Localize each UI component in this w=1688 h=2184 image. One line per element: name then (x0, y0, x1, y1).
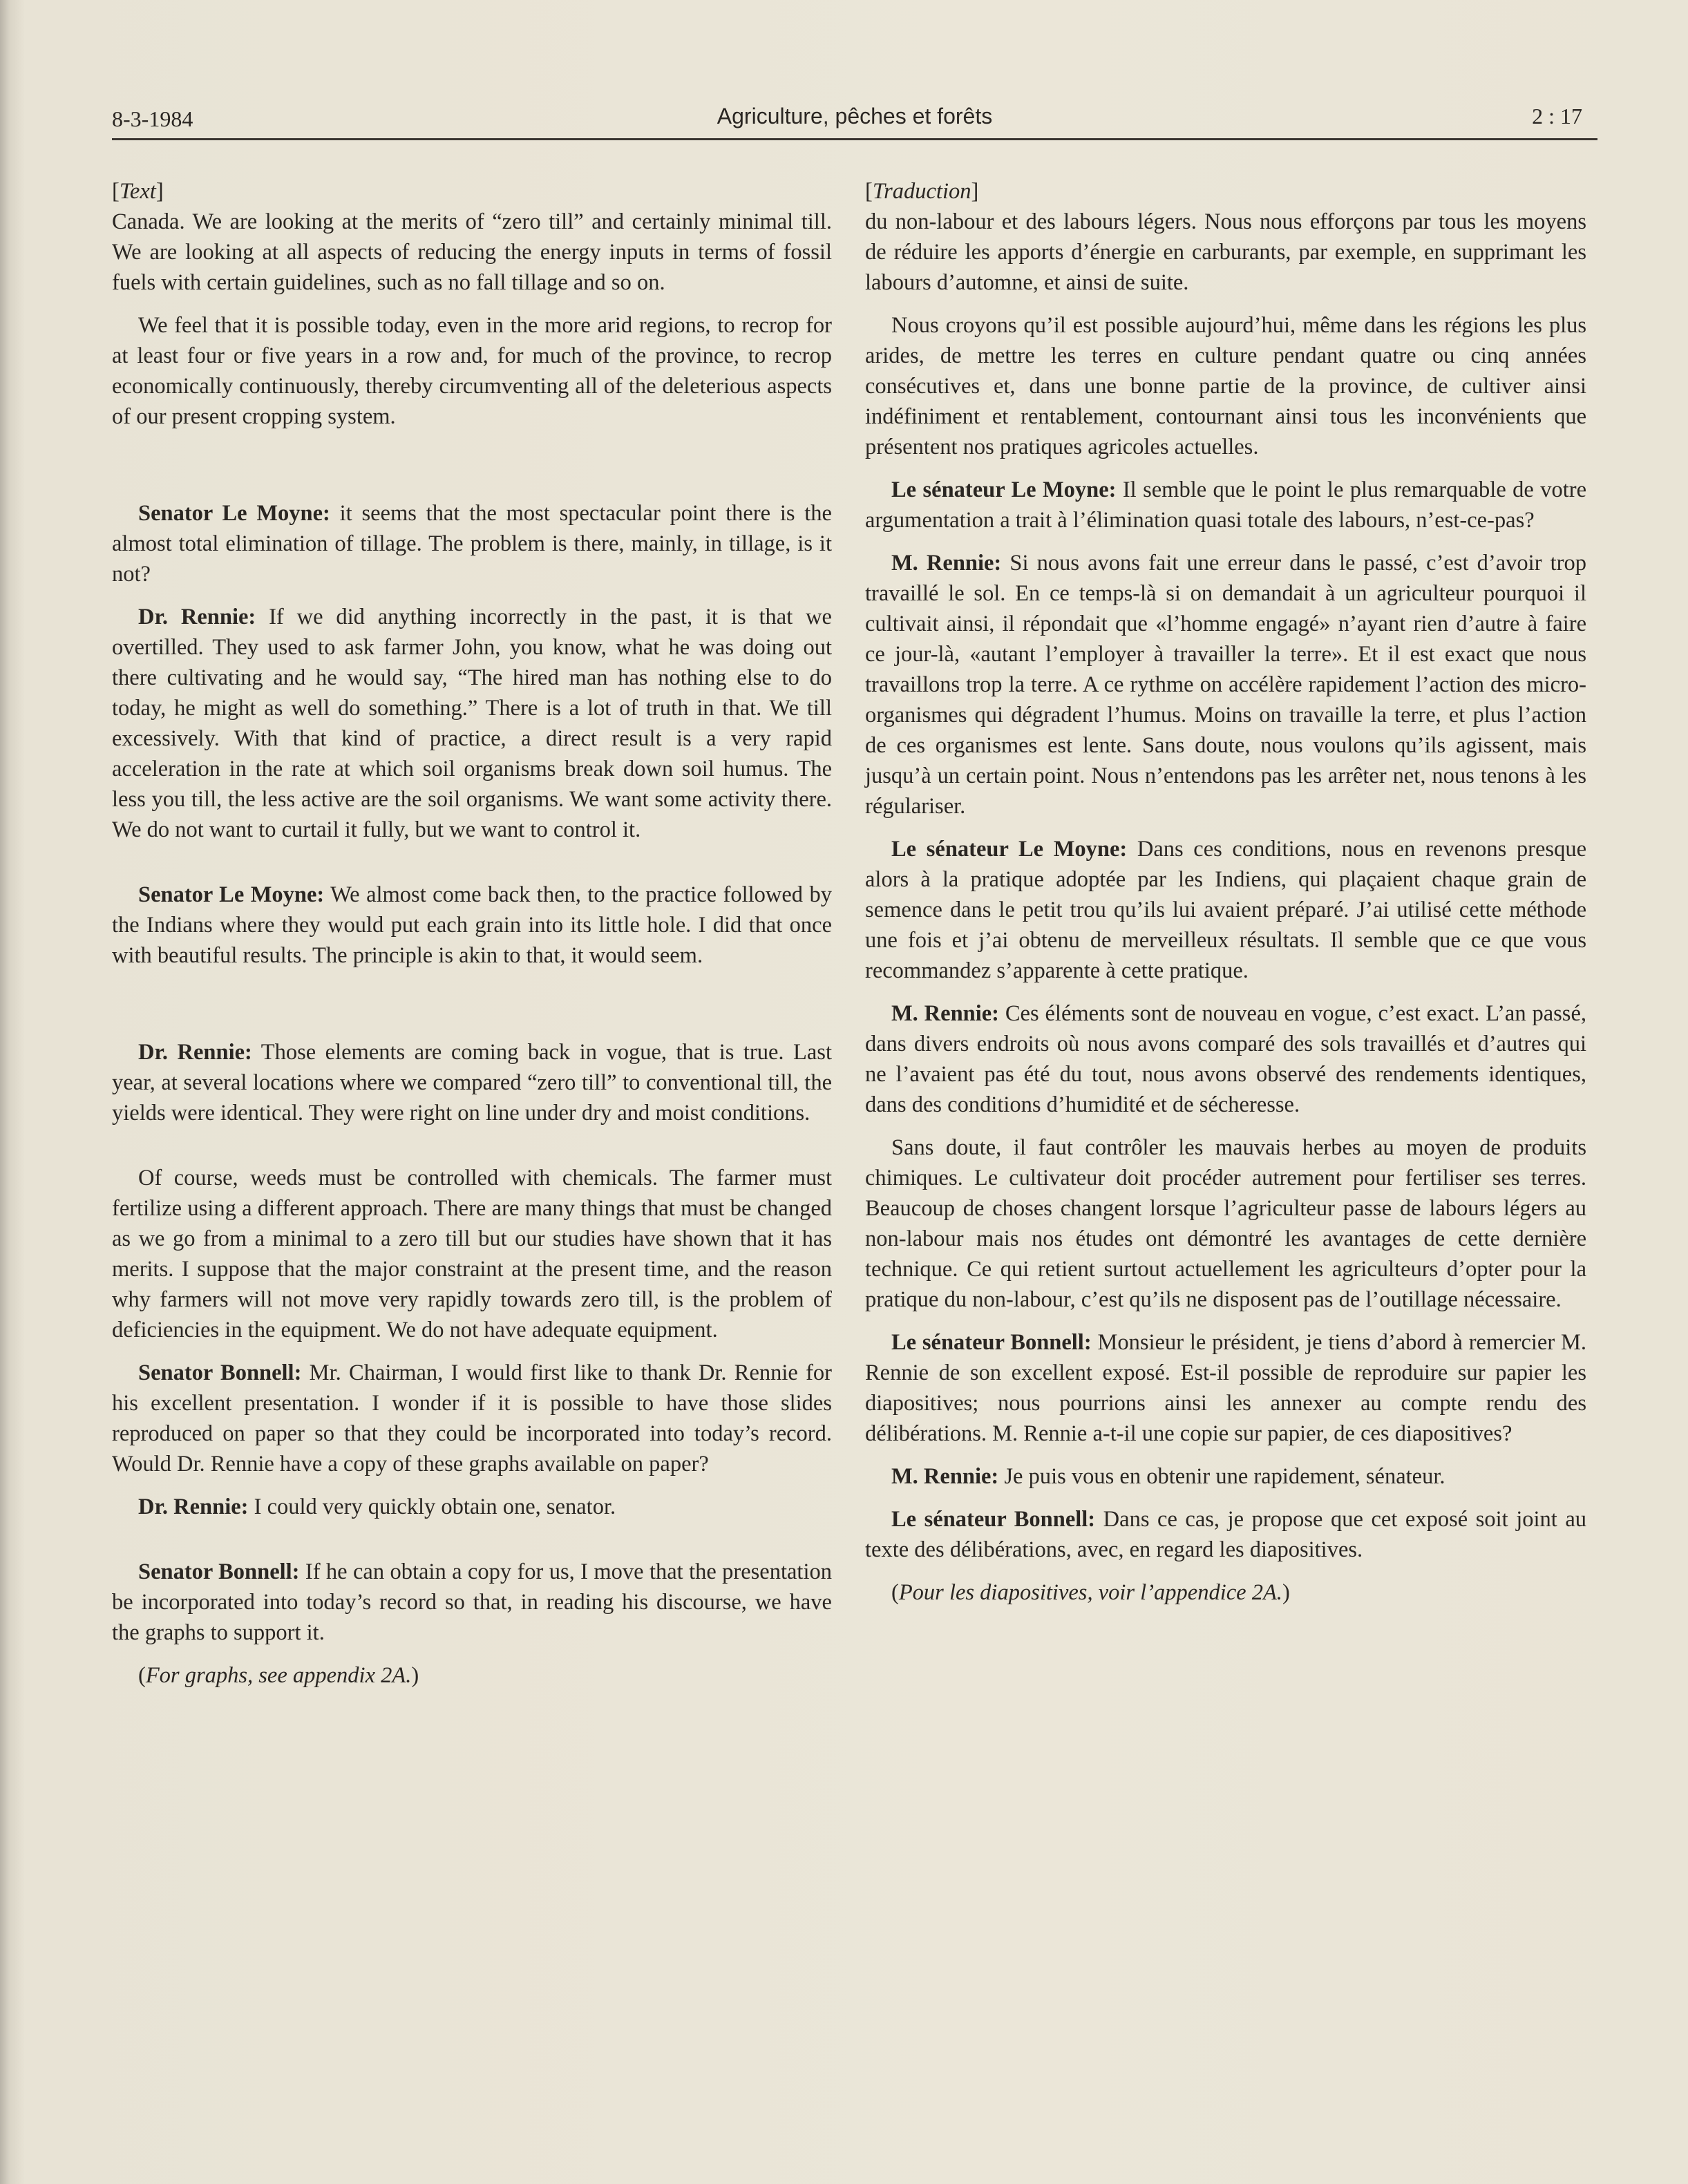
speech-paragraph (112, 498, 832, 589)
speech-paragraph (865, 1461, 1586, 1492)
header-date: 8-3-1984 (112, 106, 193, 131)
speaker-name: Senator Le Moyne: (138, 501, 330, 526)
speech-text: Mr. Chairman, I would first like to thank Dr. Rennie for his excellent presentation. I wonder if it is possible to have those slides reproduced on paper so that they could be incorporated into today’s record. Would Dr. Rennie have a copy of these graphs available on paper? (112, 1360, 832, 1476)
label-bracket-close: ] (155, 179, 164, 204)
speech-text: Il semble que le point le plus remarquable de votre argumentation a trait à l’élimination quasi totale des labours, n’est-ce-pas? (865, 477, 1586, 533)
french-column (865, 176, 1586, 1608)
speech-paragraph (112, 1557, 832, 1648)
paragraph: Nous croyons qu’il est possible aujourd’hui, même dans les régions les plus arides, de mettre les terres en culture pendant quatre ou cinq années consécutives et, dans une bonne partie de la province, de cultiver ainsi indéfiniment et rentablement, contournant ainsi tous les inconvénients que présentent nos pratiques agricoles actuelles. (865, 313, 1586, 459)
speech-text: Monsieur le président, je tiens d’abord à remercier M. Rennie de son excellent exposé. Est-il possible de reproduire sur papier les diapositives; nous pourrions ainsi les annexer au compte rendu des délibérations. M. Rennie a-t-il une copie sur papier, de ces diapositives? (865, 1330, 1586, 1446)
speech-text: Si nous avons fait une erreur dans le passé, c’est d’avoir trop travaillé le sol. En ce temps-là si on demandait à un agriculteur pourquoi il cultivait ainsi, il répondait que «l’homme engagé» n’ayant rien d’autre à faire ce jour-là, «autant l’employer à travailler la terre». Et il est exact que nous travaillons trop la terre. A ce rythme on accélère rapidement l’action des micro-organismes qui dégradent l’humus. Moins on travaille la terre, et plus l’action de ces organismes est lente. Sans doute, nous voulons qu’ils agissent, mais jusqu’à un certain point. Nous n’entendons pas les arrêter net, nous tenons à les régulariser. (865, 551, 1586, 819)
speech-paragraph (865, 998, 1586, 1120)
speaker-name: Le sénateur Le Moyne: (891, 477, 1117, 502)
label-text: Text (119, 179, 156, 204)
note-paren-close: ) (1282, 1580, 1290, 1605)
label-bracket-open: [ (865, 179, 873, 204)
column-label (112, 176, 832, 207)
paragraph: Sans doute, il faut contrôler les mauvais herbes au moyen de produits chimiques. Le cultivateur doit procéder autrement pour fertiliser ses terres. Beaucoup de choses changent lorsque l’agriculteur passe de labours légers au non-labour mais nos études ont démontré les avantages de cette dernière technique. Ce qui retient surtout actuellement les agriculteurs d’opter pour la pratique du non-labour, c’est qu’ils ne disposent pas de l’outillage nécessaire. (865, 1135, 1586, 1312)
paragraph: We feel that it is possible today, even in the more arid regions, to recrop for at least four or five years in a row and, for much of the province, to recrop economically continuously, thereby circumventing all of the deleterious aspects of our present cropping system. (112, 313, 832, 429)
note-paren-open: ( (138, 1663, 146, 1688)
note-paren-close: ) (411, 1663, 419, 1688)
page-header (112, 102, 1597, 140)
speech-paragraph (865, 475, 1586, 535)
speech-text: Dans ce cas, je propose que cet exposé soit joint au texte des délibérations, avec, en regard les diapositives. (865, 1507, 1587, 1562)
note-paren-open: ( (891, 1580, 899, 1605)
note-text: For graphs, see appendix 2A. (145, 1663, 412, 1688)
speech-text: Ces éléments sont de nouveau en vogue, c’est exact. L’an passé, dans divers endroits où nous avons comparé des sols travaillés et d’autres qui ne l’avaient pas été du tout, nous avons observé des rendements identiques, dans des conditions d’humidité et de sécheresse. (865, 1001, 1586, 1117)
label-bracket-open: [ (112, 179, 120, 204)
speech-paragraph (112, 880, 832, 971)
speech-paragraph (865, 1504, 1586, 1565)
appendix-note (112, 1660, 832, 1691)
speech-paragraph (865, 1327, 1586, 1449)
speaker-name: Senator Bonnell: (138, 1360, 302, 1385)
label-text: Traduction (872, 179, 971, 204)
speaker-name: Le sénateur Bonnell: (891, 1507, 1096, 1532)
speaker-name: Le sénateur Bonnell: (891, 1330, 1092, 1355)
speech-text: Je puis vous en obtenir une rapidement, sénateur. (998, 1464, 1445, 1489)
speech-paragraph (112, 1358, 832, 1479)
speech-text: Those elements are coming back in vogue, that is true. Last year, at several locations where we compared “zero till” to conventional till, the yields were identical. They were right on line under dry and moist conditions. (112, 1040, 832, 1126)
speaker-name: Senator Le Moyne: (138, 882, 325, 907)
speech-text: it seems that the most spectacular point there is the almost total elimination of tillage. The problem is there, mainly, in tillage, is it not? (112, 501, 832, 587)
speaker-name: Dr. Rennie: (138, 1494, 249, 1519)
note-text: Pour les diapositives, voir l’appendice 2A. (898, 1580, 1282, 1605)
header-title: Agriculture, pêches et forêts (717, 104, 993, 129)
paragraph: Of course, weeds must be controlled with chemicals. The farmer must fertilize using a different approach. There are many things that must be changed as we go from a minimal to a zero till but our studies have shown that it has merits. I suppose that the major constraint at the present time, and the reason why farmers will not move very rapidly towards zero till, is the problem of deficiencies in the equipment. We do not have adequate equipment. (112, 1166, 832, 1342)
speech-text: If he can obtain a copy for us, I move that the presentation be incorporated into today’s record so that, in reading his discourse, we have the graphs to support it. (112, 1559, 832, 1645)
speech-text: If we did anything incorrectly in the past, it is that we overtilled. They used to ask farmer John, you know, what he was doing out there cultivating and he would say, “The hired man has nothing else to do today, he might as well do something.” There is a lot of truth in that. We till excessively. With that kind of practice, a direct result is a very rapid acceleration in the rate at which soil organisms break down soil humus. The less you till, the less active are the soil organisms. We want some activity there. We do not want to curtail it fully, but we want to control it. (112, 605, 832, 842)
speech-paragraph (112, 602, 832, 845)
speech-text: We almost come back then, to the practice followed by the Indians where they would put each grain into its little hole. I did that once with beautiful results. The principle is akin to that, it would seem. (112, 882, 832, 968)
paragraph: Canada. We are looking at the merits of “zero till” and certainly minimal till. We are looking at all aspects of reducing the energy inputs in terms of fossil fuels with certain guidelines, such as no fall tillage and so on. (112, 209, 832, 295)
speaker-name: M. Rennie: (891, 1464, 999, 1489)
english-column (112, 176, 832, 1691)
speaker-name: Senator Bonnell: (138, 1559, 300, 1584)
speaker-name: M. Rennie: (891, 551, 1002, 576)
speaker-name: Dr. Rennie: (138, 1040, 252, 1065)
header-page-number: 2 : 17 (1532, 104, 1582, 129)
paragraph: du non-labour et des labours légers. Nous nous efforçons par tous les moyens de réduire les apports d’énergie en carburants, par exemple, en supprimant les labours d’automne, et ainsi de suite. (865, 209, 1586, 295)
speaker-name: M. Rennie: (891, 1001, 999, 1026)
appendix-note (865, 1577, 1586, 1608)
speech-paragraph (112, 1037, 832, 1128)
label-bracket-close: ] (971, 179, 979, 204)
speech-text: Dans ces conditions, nous en revenons presque alors à la pratique adoptée par les Indiens, qui plaçaient chaque grain de semence dans le petit trou qu’ils lui avaient préparé. J’ai utilisé cette méthode une fois et j’ai obtenu de merveilleux résultats. Il semble que ce que vous recommandez s’apparente à cette pratique. (865, 837, 1587, 983)
speech-paragraph (865, 548, 1586, 822)
speaker-name: Le sénateur Le Moyne: (891, 837, 1128, 862)
column-label (865, 176, 1586, 207)
speech-paragraph (865, 834, 1586, 986)
speech-paragraph (112, 1492, 832, 1522)
speech-text: I could very quickly obtain one, senator. (248, 1494, 616, 1519)
speaker-name: Dr. Rennie: (138, 605, 256, 629)
